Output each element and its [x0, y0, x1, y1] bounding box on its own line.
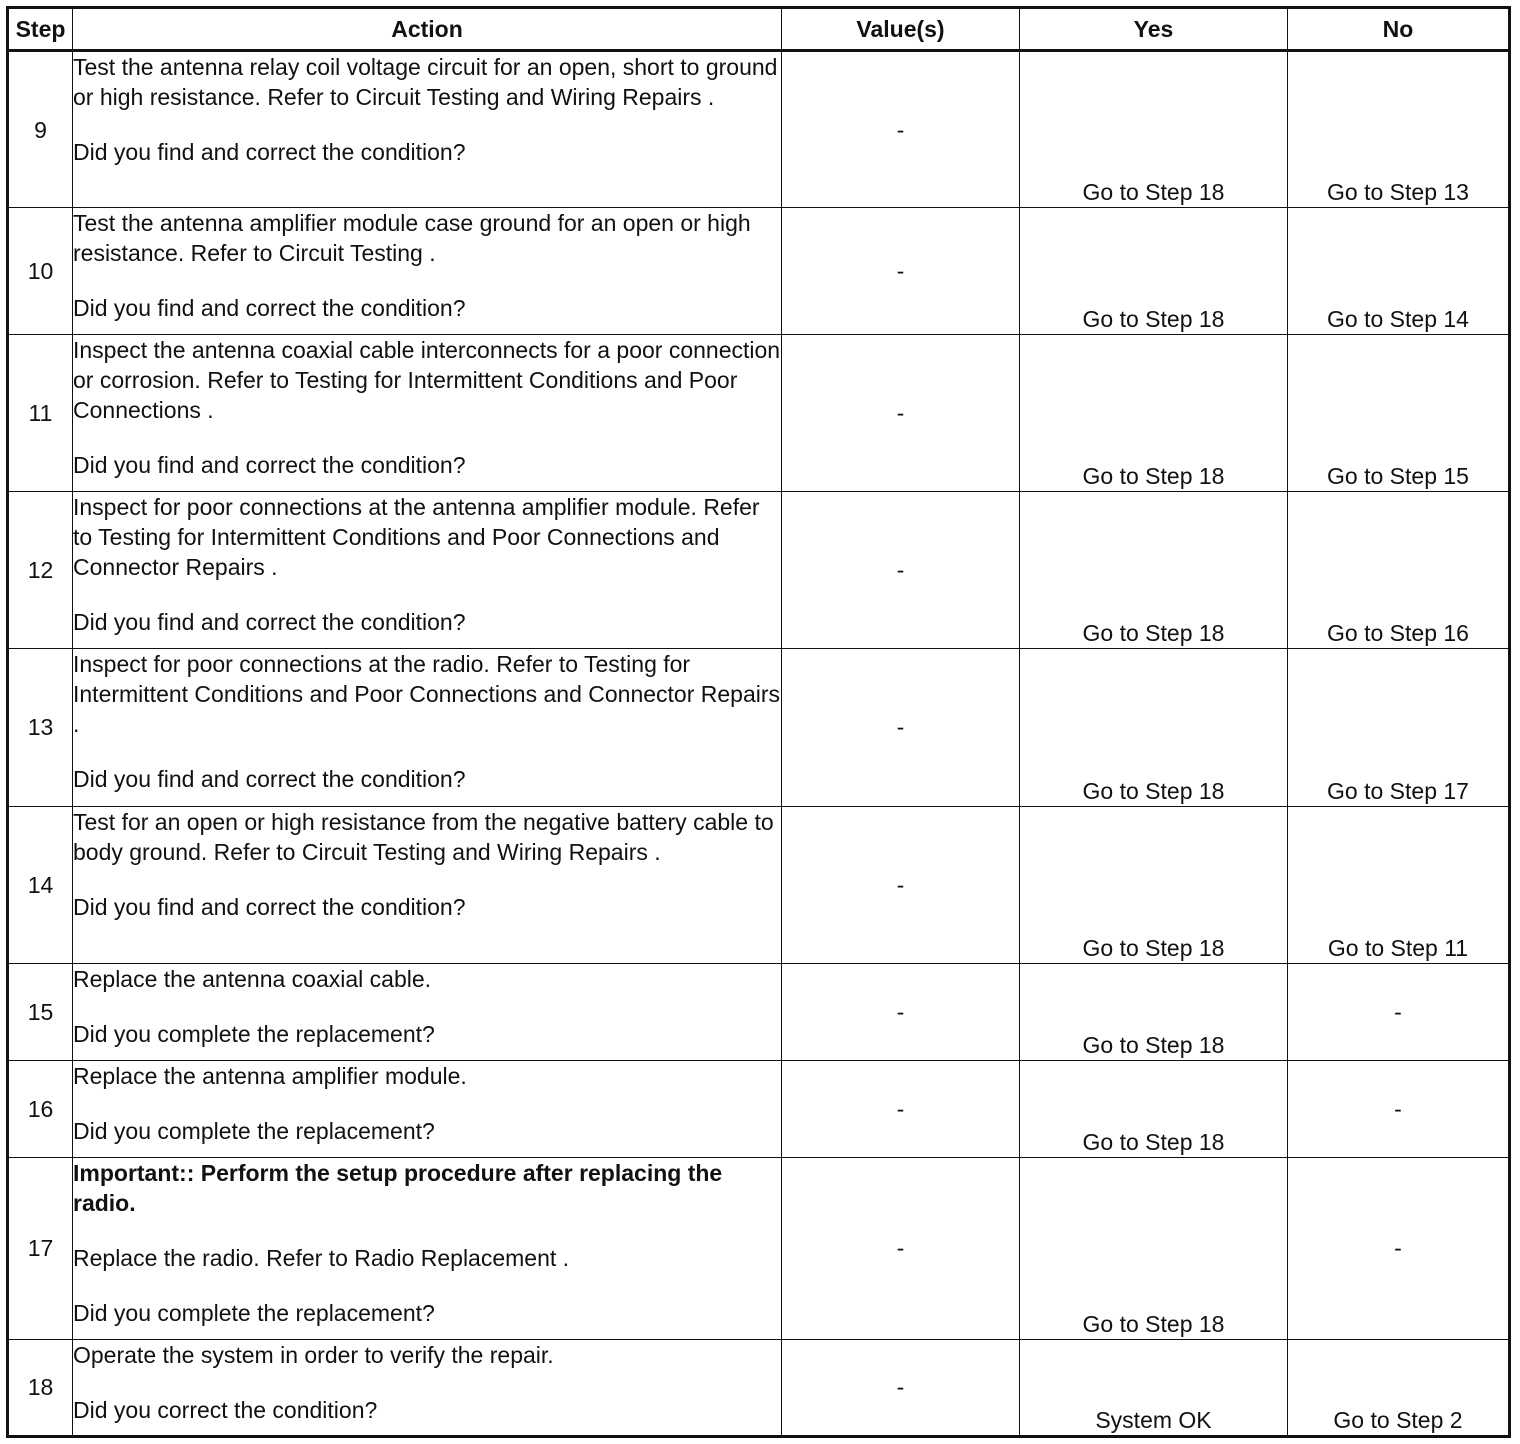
action-question: Did you complete the replacement? — [73, 1020, 435, 1047]
no-result: Go to Step 11 — [1288, 806, 1510, 963]
header-step: Step — [8, 8, 73, 51]
action-text: Test the antenna amplifier module case ground for an open or high resistance. Refer to Circuit Testing . — [73, 210, 751, 267]
action-question: Did you find and correct the condition? — [73, 893, 466, 920]
no-result: Go to Step 15 — [1288, 335, 1510, 492]
values-cell: - — [782, 1060, 1020, 1157]
action-cell — [73, 1060, 782, 1157]
values-cell: - — [782, 806, 1020, 963]
values-cell: - — [782, 963, 1020, 1060]
step-number: 10 — [8, 208, 73, 335]
table-row — [8, 649, 1510, 806]
action-question: Did you find and correct the condition? — [73, 766, 466, 793]
yes-result: Go to Step 18 — [1020, 963, 1288, 1060]
no-result: Go to Step 14 — [1288, 208, 1510, 335]
header-no: No — [1288, 8, 1510, 51]
action-text: Inspect for poor connections at the antenna amplifier module. Refer to Testing for Intermittent Conditions and Poor Connections and Connector Repairs . — [73, 494, 760, 581]
action-text: Replace the radio. Refer to Radio Replacement . — [73, 1244, 570, 1271]
no-result: - — [1288, 963, 1510, 1060]
step-number: 9 — [8, 51, 73, 208]
values-cell: - — [782, 51, 1020, 208]
action-cell — [73, 51, 782, 208]
header-yes: Yes — [1020, 8, 1288, 51]
yes-result: Go to Step 18 — [1020, 649, 1288, 806]
table-row — [8, 1060, 1510, 1157]
step-number: 11 — [8, 335, 73, 492]
yes-result: Go to Step 18 — [1020, 1060, 1288, 1157]
values-cell: - — [782, 1339, 1020, 1436]
action-question: Did you correct the condition? — [73, 1396, 378, 1423]
action-question: Did you find and correct the condition? — [73, 452, 466, 479]
action-text: Operate the system in order to verify the repair. — [73, 1341, 554, 1368]
yes-result: System OK — [1020, 1339, 1288, 1436]
no-result: Go to Step 17 — [1288, 649, 1510, 806]
header-action: Action — [73, 8, 782, 51]
step-number: 18 — [8, 1339, 73, 1436]
yes-result: Go to Step 18 — [1020, 1157, 1288, 1339]
action-text: Inspect for poor connections at the radio. Refer to Testing for Intermittent Conditions and Poor Connections and Connector Repairs . — [73, 651, 781, 738]
table-row — [8, 1339, 1510, 1436]
table-row — [8, 963, 1510, 1060]
yes-result: Go to Step 18 — [1020, 806, 1288, 963]
values-cell: - — [782, 649, 1020, 806]
action-cell — [73, 649, 782, 806]
action-cell — [73, 335, 782, 492]
header-values: Value(s) — [782, 8, 1020, 51]
step-number: 14 — [8, 806, 73, 963]
action-question: Did you find and correct the condition? — [73, 609, 466, 636]
step-number: 13 — [8, 649, 73, 806]
action-text: Test the antenna relay coil voltage circuit for an open, short to ground or high resistance. Refer to Circuit Testing and Wiring Repairs . — [73, 54, 778, 110]
table-body — [8, 51, 1510, 1437]
step-number: 17 — [8, 1157, 73, 1339]
action-cell — [73, 806, 782, 963]
action-cell — [73, 1339, 782, 1436]
diagnostic-table — [6, 6, 1511, 1438]
table-row — [8, 806, 1510, 963]
values-cell: - — [782, 208, 1020, 335]
action-text: Replace the antenna coaxial cable. — [73, 965, 432, 992]
yes-result: Go to Step 18 — [1020, 208, 1288, 335]
action-cell — [73, 963, 782, 1060]
action-question: Did you find and correct the condition? — [73, 295, 466, 322]
no-result: Go to Step 13 — [1288, 51, 1510, 208]
table-row — [8, 492, 1510, 649]
values-cell: - — [782, 335, 1020, 492]
values-cell: - — [782, 492, 1020, 649]
yes-result: Go to Step 18 — [1020, 51, 1288, 208]
no-result: - — [1288, 1157, 1510, 1339]
no-result: Go to Step 2 — [1288, 1339, 1510, 1436]
yes-result: Go to Step 18 — [1020, 492, 1288, 649]
table-row — [8, 1157, 1510, 1339]
action-cell — [73, 492, 782, 649]
no-result: - — [1288, 1060, 1510, 1157]
table-row — [8, 335, 1510, 492]
no-result: Go to Step 16 — [1288, 492, 1510, 649]
action-text: Inspect the antenna coaxial cable interconnects for a poor connection or corrosion. Refer to Testing for Intermittent Conditions and Poor Connections . — [73, 337, 781, 424]
step-number: 16 — [8, 1060, 73, 1157]
diagnostic-table-container — [6, 6, 1508, 1438]
step-number: 12 — [8, 492, 73, 649]
action-question: Did you complete the replacement? — [73, 1299, 435, 1326]
action-text: Replace the antenna amplifier module. — [73, 1062, 467, 1089]
yes-result: Go to Step 18 — [1020, 335, 1288, 492]
action-text: Test for an open or high resistance from the negative battery cable to body ground. Refer to Circuit Testing and Wiring Repairs . — [73, 808, 774, 865]
values-cell: - — [782, 1157, 1020, 1339]
table-row — [8, 208, 1510, 335]
important-note: Important:: Perform the setup procedure after replacing the radio. — [73, 1159, 723, 1216]
table-row — [8, 51, 1510, 208]
header-row — [8, 8, 1510, 51]
action-question: Did you complete the replacement? — [73, 1117, 435, 1144]
step-number: 15 — [8, 963, 73, 1060]
action-cell — [73, 1157, 782, 1339]
action-question: Did you find and correct the condition? — [73, 139, 466, 165]
action-cell — [73, 208, 782, 335]
